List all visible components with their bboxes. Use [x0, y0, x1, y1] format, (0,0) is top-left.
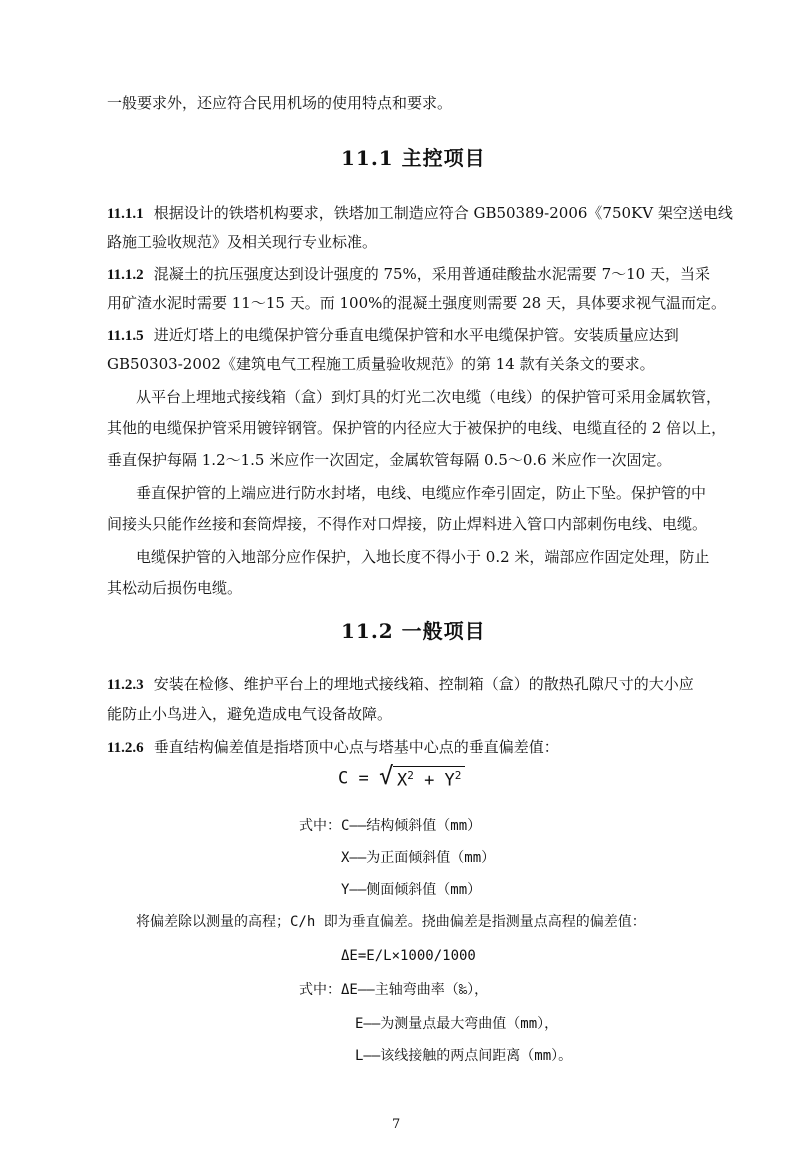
- paragraph-conduit-line1: 从平台上埋地式接线箱（盒）到灯具的灯光二次电缆（电线）的保护管可采用金属软管，: [136, 388, 722, 406]
- clause-11-1-5-line2: GB50303-2002《建筑电气工程施工质量验收规范》的第 14 款有关条文的要求。: [107, 355, 655, 373]
- paragraph-conduit-line2: 其他的电缆保护管采用镀锌钢管。保护管的内径应大于被保护的电线、电缆直径的 2 倍以上，: [107, 419, 727, 437]
- clause-number: 11.2.3: [107, 677, 144, 693]
- clause-11-1-1-line1: [107, 203, 733, 224]
- formula-vertical-deviation: [338, 762, 465, 791]
- paragraph-waterproof-line1: 垂直保护管的上端应进行防水封堵，电线、电缆应作牵引固定，防止下坠。保护管的中: [136, 484, 707, 502]
- clause-11-2-6-line1: [107, 737, 559, 758]
- paragraph-underground-line1: 电缆保护管的入地部分应作保护，入地长度不得小于 0.2 米，端部应作固定处理，防止: [136, 548, 710, 566]
- clause-number: 11.1.2: [107, 267, 144, 283]
- clause-text: 进近灯塔上的电缆保护管分垂直电缆保护管和水平电缆保护管。安装质量应达到: [153, 326, 679, 344]
- clause-number: 11.1.1: [107, 206, 144, 222]
- clause-11-2-3-line1: [107, 674, 694, 695]
- where-c: 式中：C——结构倾斜值（mm）: [299, 818, 482, 834]
- formula-deflection: ΔE=E/L×1000/1000: [341, 948, 476, 964]
- paragraph-waterproof-line2: 间接头只能作丝接和套筒焊接，不得作对口焊接，防止焊料进入管口内部刺伤电线、电缆。: [107, 515, 708, 533]
- clause-text: 安装在检修、维护平台上的埋地式接线箱、控制箱（盒）的散热孔隙尺寸的大小应: [153, 675, 694, 693]
- paragraph-underground-line2: 其松动后损伤电缆。: [107, 579, 243, 597]
- where-e: E——为测量点最大弯曲值（mm），: [355, 1016, 559, 1032]
- clause-text: 混凝土的抗压强度达到设计强度的 75%，采用普通硅酸盐水泥需要 7～10 天，当采: [153, 265, 710, 283]
- page-number: 7: [392, 1117, 401, 1132]
- clause-number: 11.1.5: [107, 328, 144, 344]
- where-x: X——为正面倾斜值（mm）: [341, 850, 496, 866]
- radical-sign-icon: √: [378, 762, 394, 790]
- where-y: Y——侧面倾斜值（mm）: [341, 882, 482, 898]
- formula-radicand: $X^2 + Y^2$: [393, 766, 465, 791]
- where-delta-e: 式中：ΔE——主轴弯曲率（‰），: [299, 982, 489, 998]
- where-l: L——该线接触的两点间距离（mm）。: [355, 1048, 573, 1064]
- clause-number: 11.2.6: [107, 740, 144, 756]
- clause-11-1-2-line1: [107, 264, 710, 285]
- clause-text: 垂直结构偏差值是指塔顶中心点与塔基中心点的垂直偏差值：: [153, 738, 559, 756]
- section-heading-main-control: 11.1 主控项目: [341, 146, 486, 170]
- clause-11-1-2-line2: 用矿渣水泥时需要 11～15 天。而 100%的混凝土强度则需要 28 天，具体要求视气温而定。: [107, 294, 726, 312]
- clause-text: 根据设计的铁塔机构要求，铁塔加工制造应符合 GB50389-2006《750KV 架空送电线: [153, 204, 733, 222]
- clause-11-1-5-line1: [107, 325, 679, 346]
- clause-11-1-1-line2: 路施工验收规范》及相关现行专业标准。: [107, 233, 378, 251]
- paragraph-deflection: 将偏差除以测量的高程；C/h 即为垂直偏差。挠曲偏差是指测量点高程的偏差值：: [136, 914, 646, 930]
- intro-text: 一般要求外，还应符合民用机场的使用特点和要求。: [107, 94, 453, 112]
- clause-11-2-3-line2: 能防止小鸟进入，避免造成电气设备故障。: [107, 705, 393, 723]
- paragraph-conduit-line3: 垂直保护每隔 1.2～1.5 米应作一次固定，金属软管每隔 0.5～0.6 米应作一次固定。: [107, 451, 672, 469]
- formula-lhs: C =: [338, 768, 379, 789]
- formula-exponent: 2: [407, 769, 414, 782]
- formula-exponent: 2: [454, 769, 462, 782]
- section-heading-general: 11.2 一般项目: [341, 619, 486, 643]
- square-root: [378, 762, 465, 791]
